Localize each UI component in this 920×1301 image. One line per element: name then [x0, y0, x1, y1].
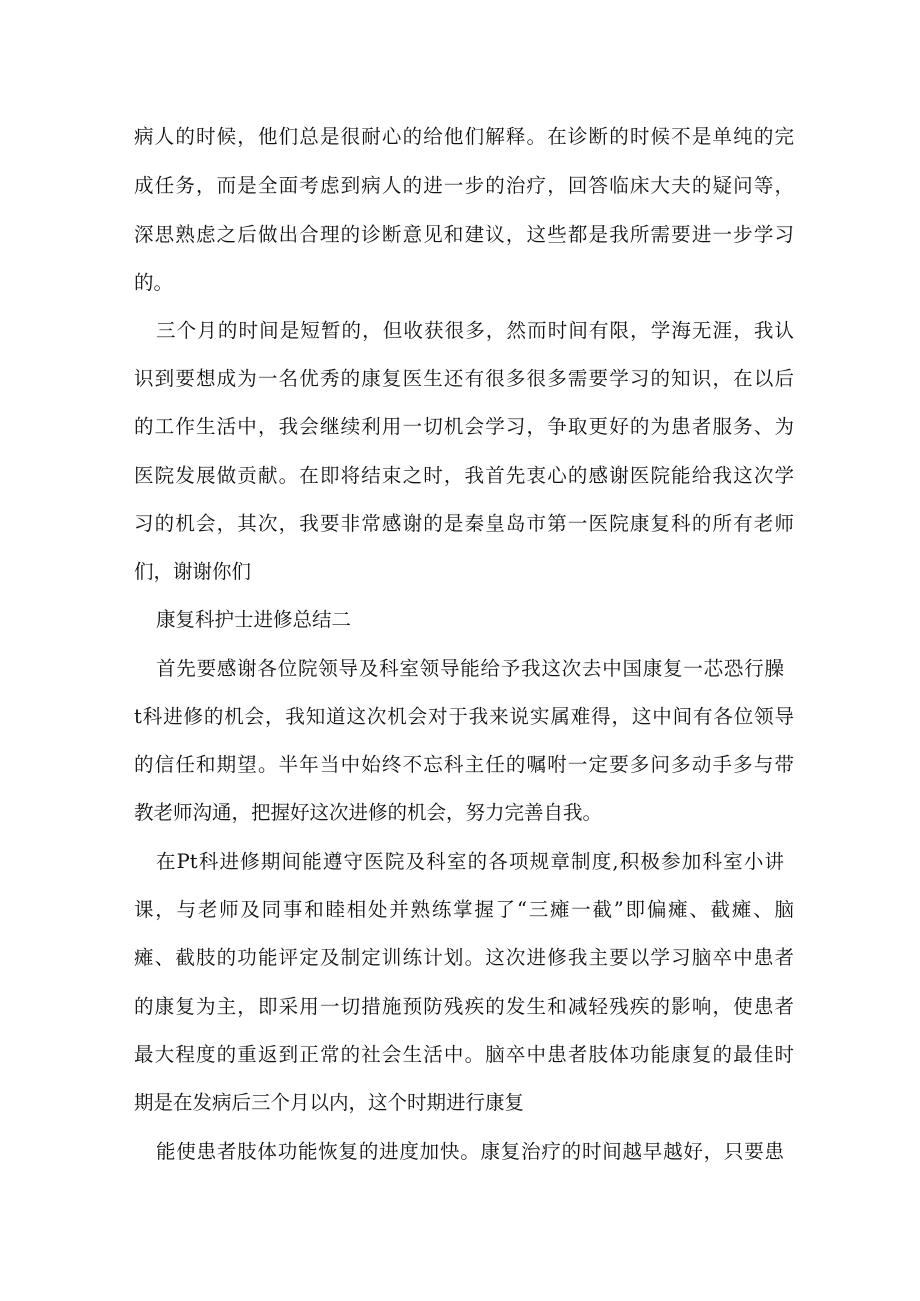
paragraph-line: 最大程度的重返到正常的社会生活中。脑卒中患者肢体功能康复的最佳时	[134, 1043, 794, 1066]
paragraph-line: 课，与老师及同事和睦相处并熟练掌握了“三瘫一截”即偏瘫、截瘫、脑	[134, 898, 794, 921]
paragraph-line: 的工作生活中，我会继续利用一切机会学习，争取更好的为患者服务、为	[134, 415, 794, 438]
paragraph-line: 在Pt科进修期间能遵守医院及科室的各项规章制度,积极参加科室小讲	[156, 850, 784, 873]
section-heading: 康复科护士进修总结二	[156, 608, 352, 631]
paragraph-line: 习的机会，其次，我要非常感谢的是秦皇岛市第一医院康复科的所有老师	[134, 512, 794, 535]
paragraph-line: 能使患者肢体功能恢复的进度加快。康复治疗的时间越早越好，只要患	[156, 1140, 784, 1163]
paragraph-line: 首先要感谢各位院领导及科室领导能给予我这次去中国康复一芯恐行臊	[156, 657, 784, 680]
paragraph-line: 们，谢谢你们	[134, 560, 252, 583]
paragraph-line: 三个月的时间是短暂的，但收获很多，然而时间有限，学海无涯，我认	[156, 319, 794, 342]
paragraph-line: 病人的时候，他们总是很耐心的给他们解释。在诊断的时候不是单纯的完	[134, 125, 794, 148]
paragraph-line: 深思熟虑之后做出合理的诊断意见和建议，这些都是我所需要进一步学习	[134, 223, 794, 246]
paragraph-line: 的康复为主，即采用一切措施预防残疾的发生和减轻残疾的影响，使患者	[134, 995, 794, 1018]
paragraph-line: 期是在发病后三个月以内，这个时期进行康复	[134, 1091, 525, 1114]
paragraph-line: 成任务，而是全面考虑到病人的进一步的治疗，回答临床大夫的疑问等，	[134, 174, 794, 197]
paragraph-line: 医院发展做贡献。在即将结束之时，我首先衷心的感谢医院能给我这次学	[134, 464, 794, 487]
paragraph-line: 的信任和期望。半年当中始终不忘科主任的嘱咐一定要多问多动手多与带	[134, 753, 794, 776]
paragraph-line: 教老师沟通，把握好这次进修的机会，努力完善自我。	[134, 801, 603, 824]
paragraph-line: t科进修的机会，我知道这次机会对于我来说实属难得，这中间有各位领导	[134, 705, 794, 728]
paragraph-line: 的。	[134, 271, 174, 294]
paragraph-line: 瘫、截肢的功能评定及制定训练计划。这次进修我主要以学习脑卒中患者	[134, 946, 794, 969]
paragraph-line: 识到要想成为一名优秀的康复医生还有很多很多需要学习的知识，在以后	[134, 367, 794, 390]
